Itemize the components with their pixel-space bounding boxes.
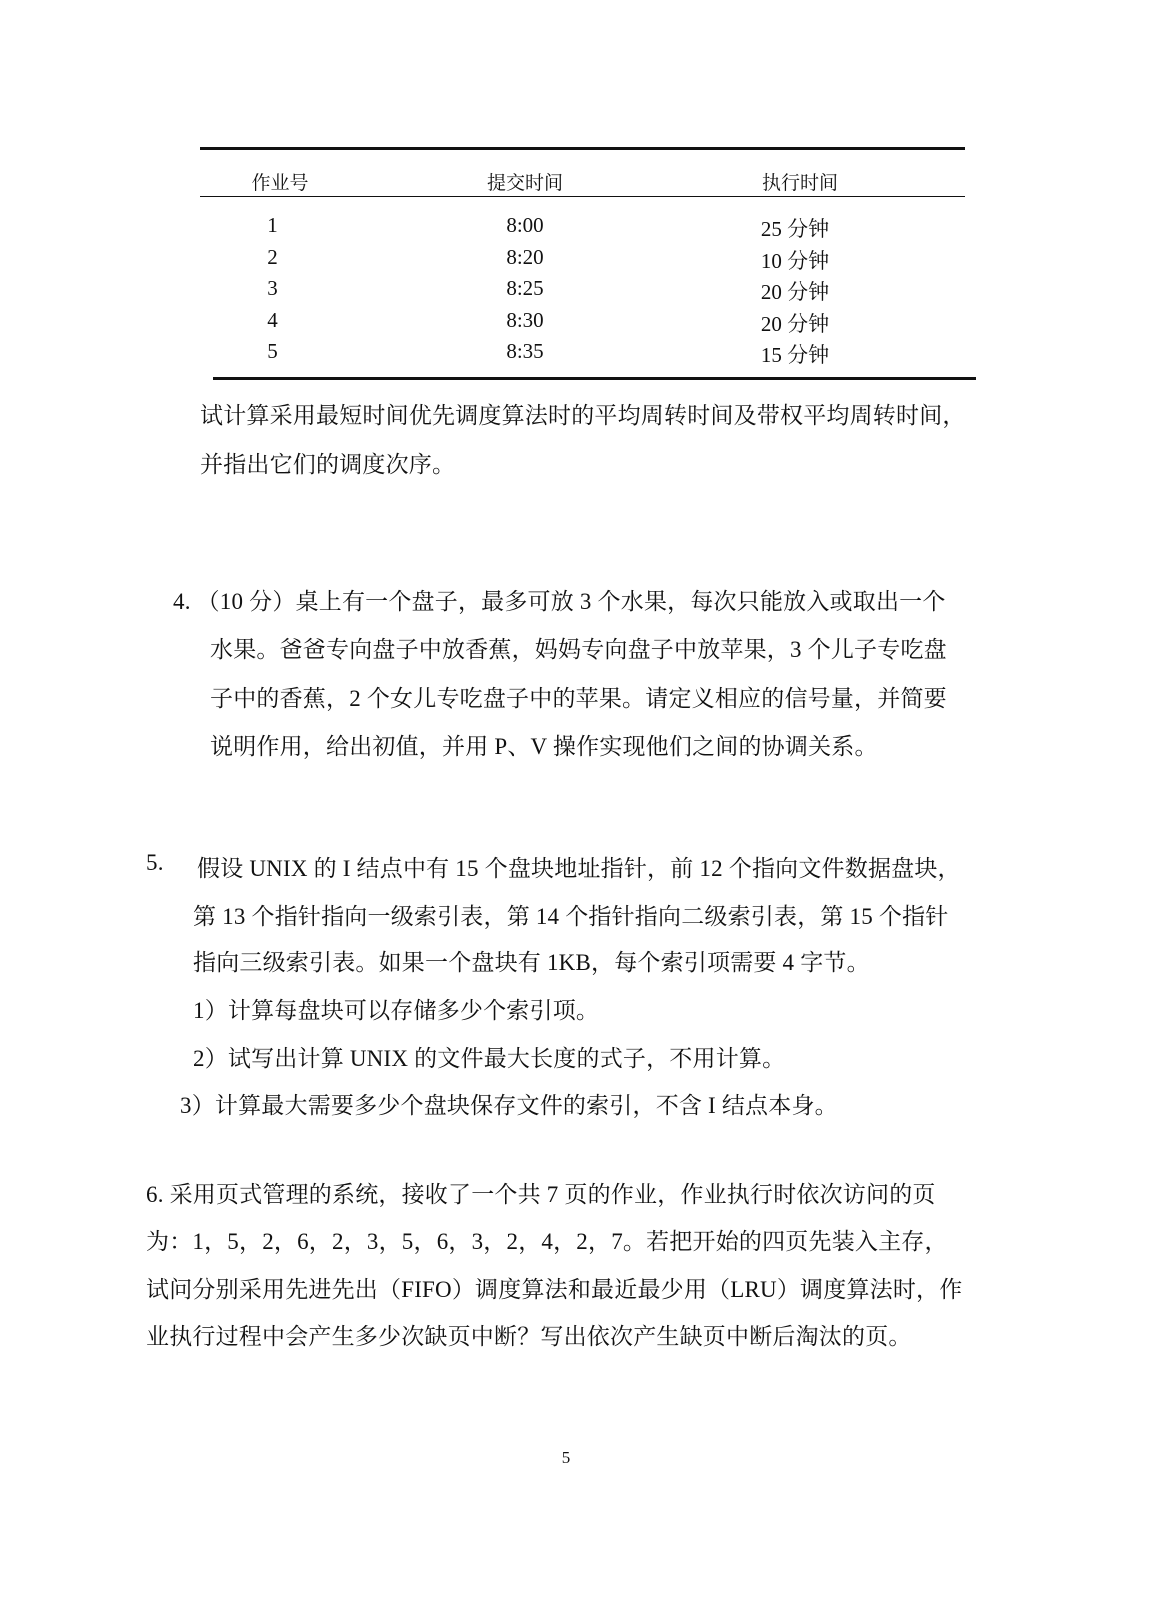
table-header-job-id: 作业号 xyxy=(251,173,309,194)
sub-question: 2）试写出计算 UNIX 的文件最大长度的式子，不用计算。 xyxy=(193,1046,786,1071)
paragraph-line: 指向三级索引表。如果一个盘块有 1KB，每个索引项需要 4 字节。 xyxy=(193,950,870,975)
paragraph-line: 并指出它们的调度次序。 xyxy=(200,452,456,477)
table-cell: 8:25 xyxy=(506,276,544,300)
paragraph-line: 试问分别采用先进先出（FIFO）调度算法和最近最少用（LRU）调度算法时，作 xyxy=(146,1277,963,1302)
paragraph-line: 说明作用，给出初值，并用 P、V 操作实现他们之间的协调关系。 xyxy=(210,734,878,759)
table-top-rule xyxy=(200,147,965,150)
table-header-rule xyxy=(200,196,965,197)
table-cell: 8:35 xyxy=(506,339,544,363)
paragraph-line: 业执行过程中会产生多少次缺页中断？写出依次产生缺页中断后淘汰的页。 xyxy=(146,1324,912,1349)
paragraph-line: 第 13 个指针指向一级索引表，第 14 个指针指向二级索引表，第 15 个指针 xyxy=(193,904,949,929)
table-cell: 15 分钟 xyxy=(760,343,830,367)
paragraph-line: 水果。爸爸专向盘子中放香蕉，妈妈专向盘子中放苹果，3 个儿子专吃盘 xyxy=(210,637,947,662)
paragraph-line: 试计算采用最短时间优先调度算法时的平均周转时间及带权平均周转时间， xyxy=(200,403,966,428)
table-cell: 20 分钟 xyxy=(760,312,830,336)
paragraph-line: 4. （10 分）桌上有一个盘子，最多可放 3 个水果，每次只能放入或取出一个 xyxy=(173,589,946,614)
table-cell: 5 xyxy=(267,339,278,363)
table-cell: 10 分钟 xyxy=(760,249,830,273)
paragraph-line: 子中的香蕉，2 个女儿专吃盘子中的苹果。请定义相应的信号量，并简要 xyxy=(210,686,947,711)
table-cell: 4 xyxy=(267,308,278,332)
table-cell: 2 xyxy=(267,245,278,269)
sub-question: 3）计算最大需要多少个盘块保存文件的索引，不含 I 结点本身。 xyxy=(180,1093,838,1118)
paragraph-line: 假设 UNIX 的 I 结点中有 15 个盘块地址指针，前 12 个指向文件数据盘块， xyxy=(197,856,961,881)
table-cell: 3 xyxy=(267,276,278,300)
sub-question: 1）计算每盘块可以存储多少个索引项。 xyxy=(193,998,600,1023)
table-bottom-rule xyxy=(213,377,976,380)
table-header-exec-time: 执行时间 xyxy=(761,173,838,194)
table-cell: 8:20 xyxy=(506,245,544,269)
table-cell: 8:00 xyxy=(506,213,544,237)
question-number: 5. xyxy=(146,850,164,875)
table-header-submit-time: 提交时间 xyxy=(486,173,563,194)
table-cell: 8:30 xyxy=(506,308,544,332)
table-cell: 25 分钟 xyxy=(760,217,830,241)
paragraph-line: 为：1，5，2，6，2，3，5，6，3，2，4，2，7。若把开始的四页先装入主存， xyxy=(146,1229,948,1254)
table-cell: 20 分钟 xyxy=(760,280,830,304)
page-number: 5 xyxy=(561,1448,571,1467)
table-cell: 1 xyxy=(267,213,278,237)
paragraph-line: 6. 采用页式管理的系统，接收了一个共 7 页的作业，作业执行时依次访问的页 xyxy=(146,1182,936,1207)
